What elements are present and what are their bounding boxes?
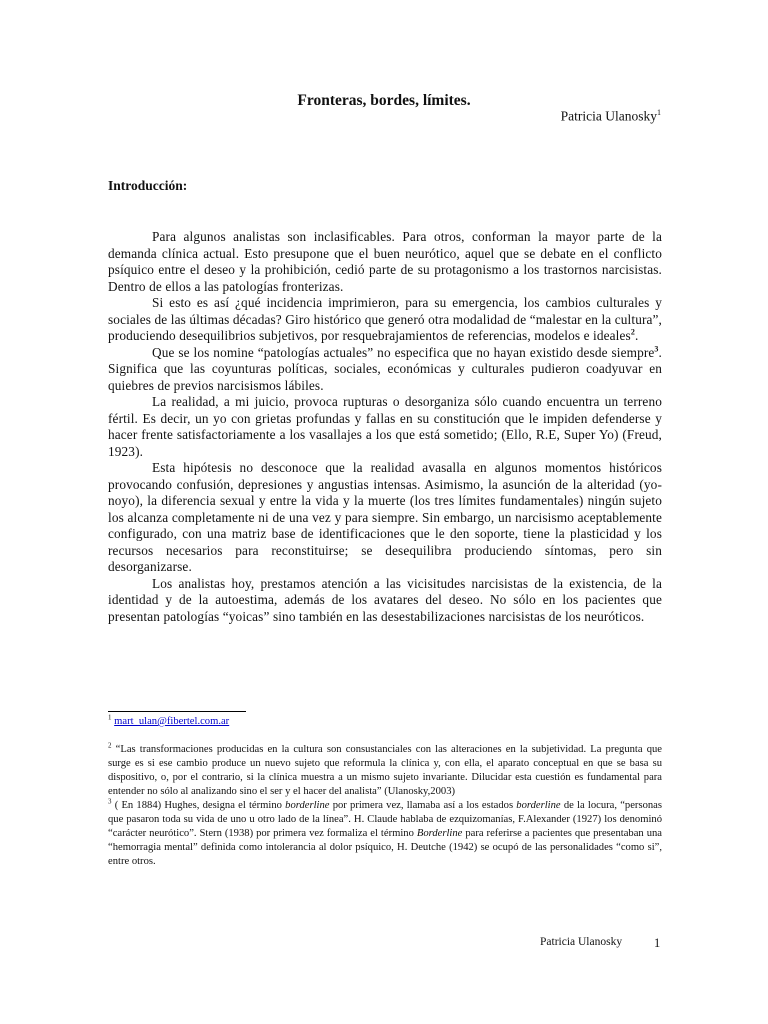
paragraph-5 — [108, 460, 662, 576]
paragraph-1 — [108, 229, 662, 295]
footnote-number: 3 — [108, 797, 112, 806]
paragraph-6 — [108, 576, 662, 626]
footnote-1 — [108, 715, 662, 729]
footnote-italic-term: borderline — [516, 800, 561, 811]
paragraph-text-tail: . Significa que las coyunturas políticas, sociales, económicas y culturales pudieron coadyuvar en quiebres de previos narcisismos lábiles. — [108, 344, 662, 393]
footnote-3 — [108, 799, 662, 869]
section-heading: Introducción: — [108, 178, 188, 193]
paragraph-3 — [108, 345, 662, 395]
paragraph-text-tail: . — [634, 328, 639, 343]
footnote-italic-term: borderline — [285, 800, 330, 811]
footnote-ref-3: 3 — [654, 344, 659, 354]
footnotes — [108, 715, 662, 869]
footnote-text: “Las transformaciones producidas en la cultura son consustanciales con las alteraciones en la subjetividad. La pregunta que surge es si ese cambio produce un nuevo sujeto que reformula la clínica y, con ella, el aparato conceptual en que se basa su dispositivo, o, por el contrario, si la clínica muestra a un mismo sujeto invariante. Dilucidar esta cuestión es fundamental para entender no sólo al analizando sino el ser y el hacer del analista” (Ulanosky,2003) — [108, 744, 663, 797]
author-line — [561, 108, 661, 125]
footnote-number: 1 — [108, 713, 112, 722]
footnote-divider — [108, 711, 246, 712]
footnote-text: por primera vez, llamaba así a los estados — [329, 800, 517, 811]
footer-author: Patricia Ulanosky — [540, 936, 623, 948]
email-link[interactable]: mart_ulan@fibertel.com.ar — [114, 716, 230, 727]
paragraph-4 — [108, 394, 662, 460]
document-title: Fronteras, bordes, límites. — [297, 92, 471, 109]
paragraph-text: Para algunos analistas son inclasificables. Para otros, conforman la mayor parte de la demanda clínica actual. Esto presupone que el buen neurótico, aquel que se debate en el conflicto psíquico entre el deseo y la prohibición, cedió parte de su protagonismo a los trastornos narcisistas. Dentro de ellos a las patologías fronterizas. — [108, 229, 662, 294]
footnote-italic-term: Borderline — [416, 828, 463, 839]
paragraph-text: La realidad, a mi juicio, provoca rupturas o desorganiza sólo cuando encuentra un terreno fértil. Es decir, un yo con grietas profundas y fallas en su constitución que le impiden defenderse y hacer frente satisfactoriamente a los vasallajes a los que está sometido; (Ello, R.E, Super Yo) (Freud, 1923). — [108, 394, 662, 459]
footnote-text: ( En 1884) Hughes, designa el término — [114, 800, 286, 811]
author-name: Patricia Ulanosky — [560, 108, 657, 124]
footnote-ref-1: 1 — [657, 108, 661, 117]
footnote-number: 2 — [108, 741, 112, 750]
footnote-2 — [108, 743, 662, 799]
paragraph-text: Los analistas hoy, prestamos atención a las vicisitudes narcisistas de la existencia, de la identidad y de la autoestima, además de los avatares del deseo. No sólo en los pacientes que presentan patologías “yoicas” sino también en las desestabilizaciones narcisistas de los neuróticos. — [108, 575, 662, 624]
footnote-ref-2: 2 — [630, 327, 635, 337]
paragraph-text: Que se los nomine “patologías actuales” no especifica que no hayan existido desde siempre — [152, 344, 655, 360]
footnote-text: de la locura, “personas que pasaron toda su vida de uno u otro lado de la línea”. H. Claude hablaba de ezquizomanías, F.Alexander (1927) los denominó “carácter neurótico”. Stern (1938) por primera vez formaliza el término — [108, 800, 662, 839]
paragraph-text: Esta hipótesis no desconoce que la realidad avasalla en algunos momentos históricos provocando confusión, depresiones y angustias intensas. Asimismo, la asunción de la alteridad (yo-noyo), la diferencia sexual y entre la vida y la muerte (los tres límites fundamentales) ningún sujeto los alcanza completamente ni de una vez y para siempre. Sin embargo, un narcisismo aceptablemente configurado, con una matriz base de identificaciones que le den soporte, tiene la plasticidad y los recursos necesarios para reconstituirse; se desequilibra produciendo síntomas, pero sin desorganizarse. — [108, 460, 662, 574]
paragraph-text: Si esto es así ¿qué incidencia imprimieron, para su emergencia, los cambios culturales y sociales de las últimas décadas? Giro histórico que generó otra modalidad de “malestar en la cultura”, produciendo desequilibrios subjetivos, por resquebrajamientos de referencias, modelos e ideales — [108, 295, 662, 343]
paragraph-2 — [108, 295, 662, 345]
body-text — [108, 229, 662, 625]
footnote-text: para referirse a pacientes que presentaban una “hemorragia mental” definida como intolerancia al dolor psíquico, H. Deutche (1942) se ocupó de las personalidades “como si”, entre otros. — [108, 828, 662, 867]
page-number: 1 — [654, 936, 661, 950]
